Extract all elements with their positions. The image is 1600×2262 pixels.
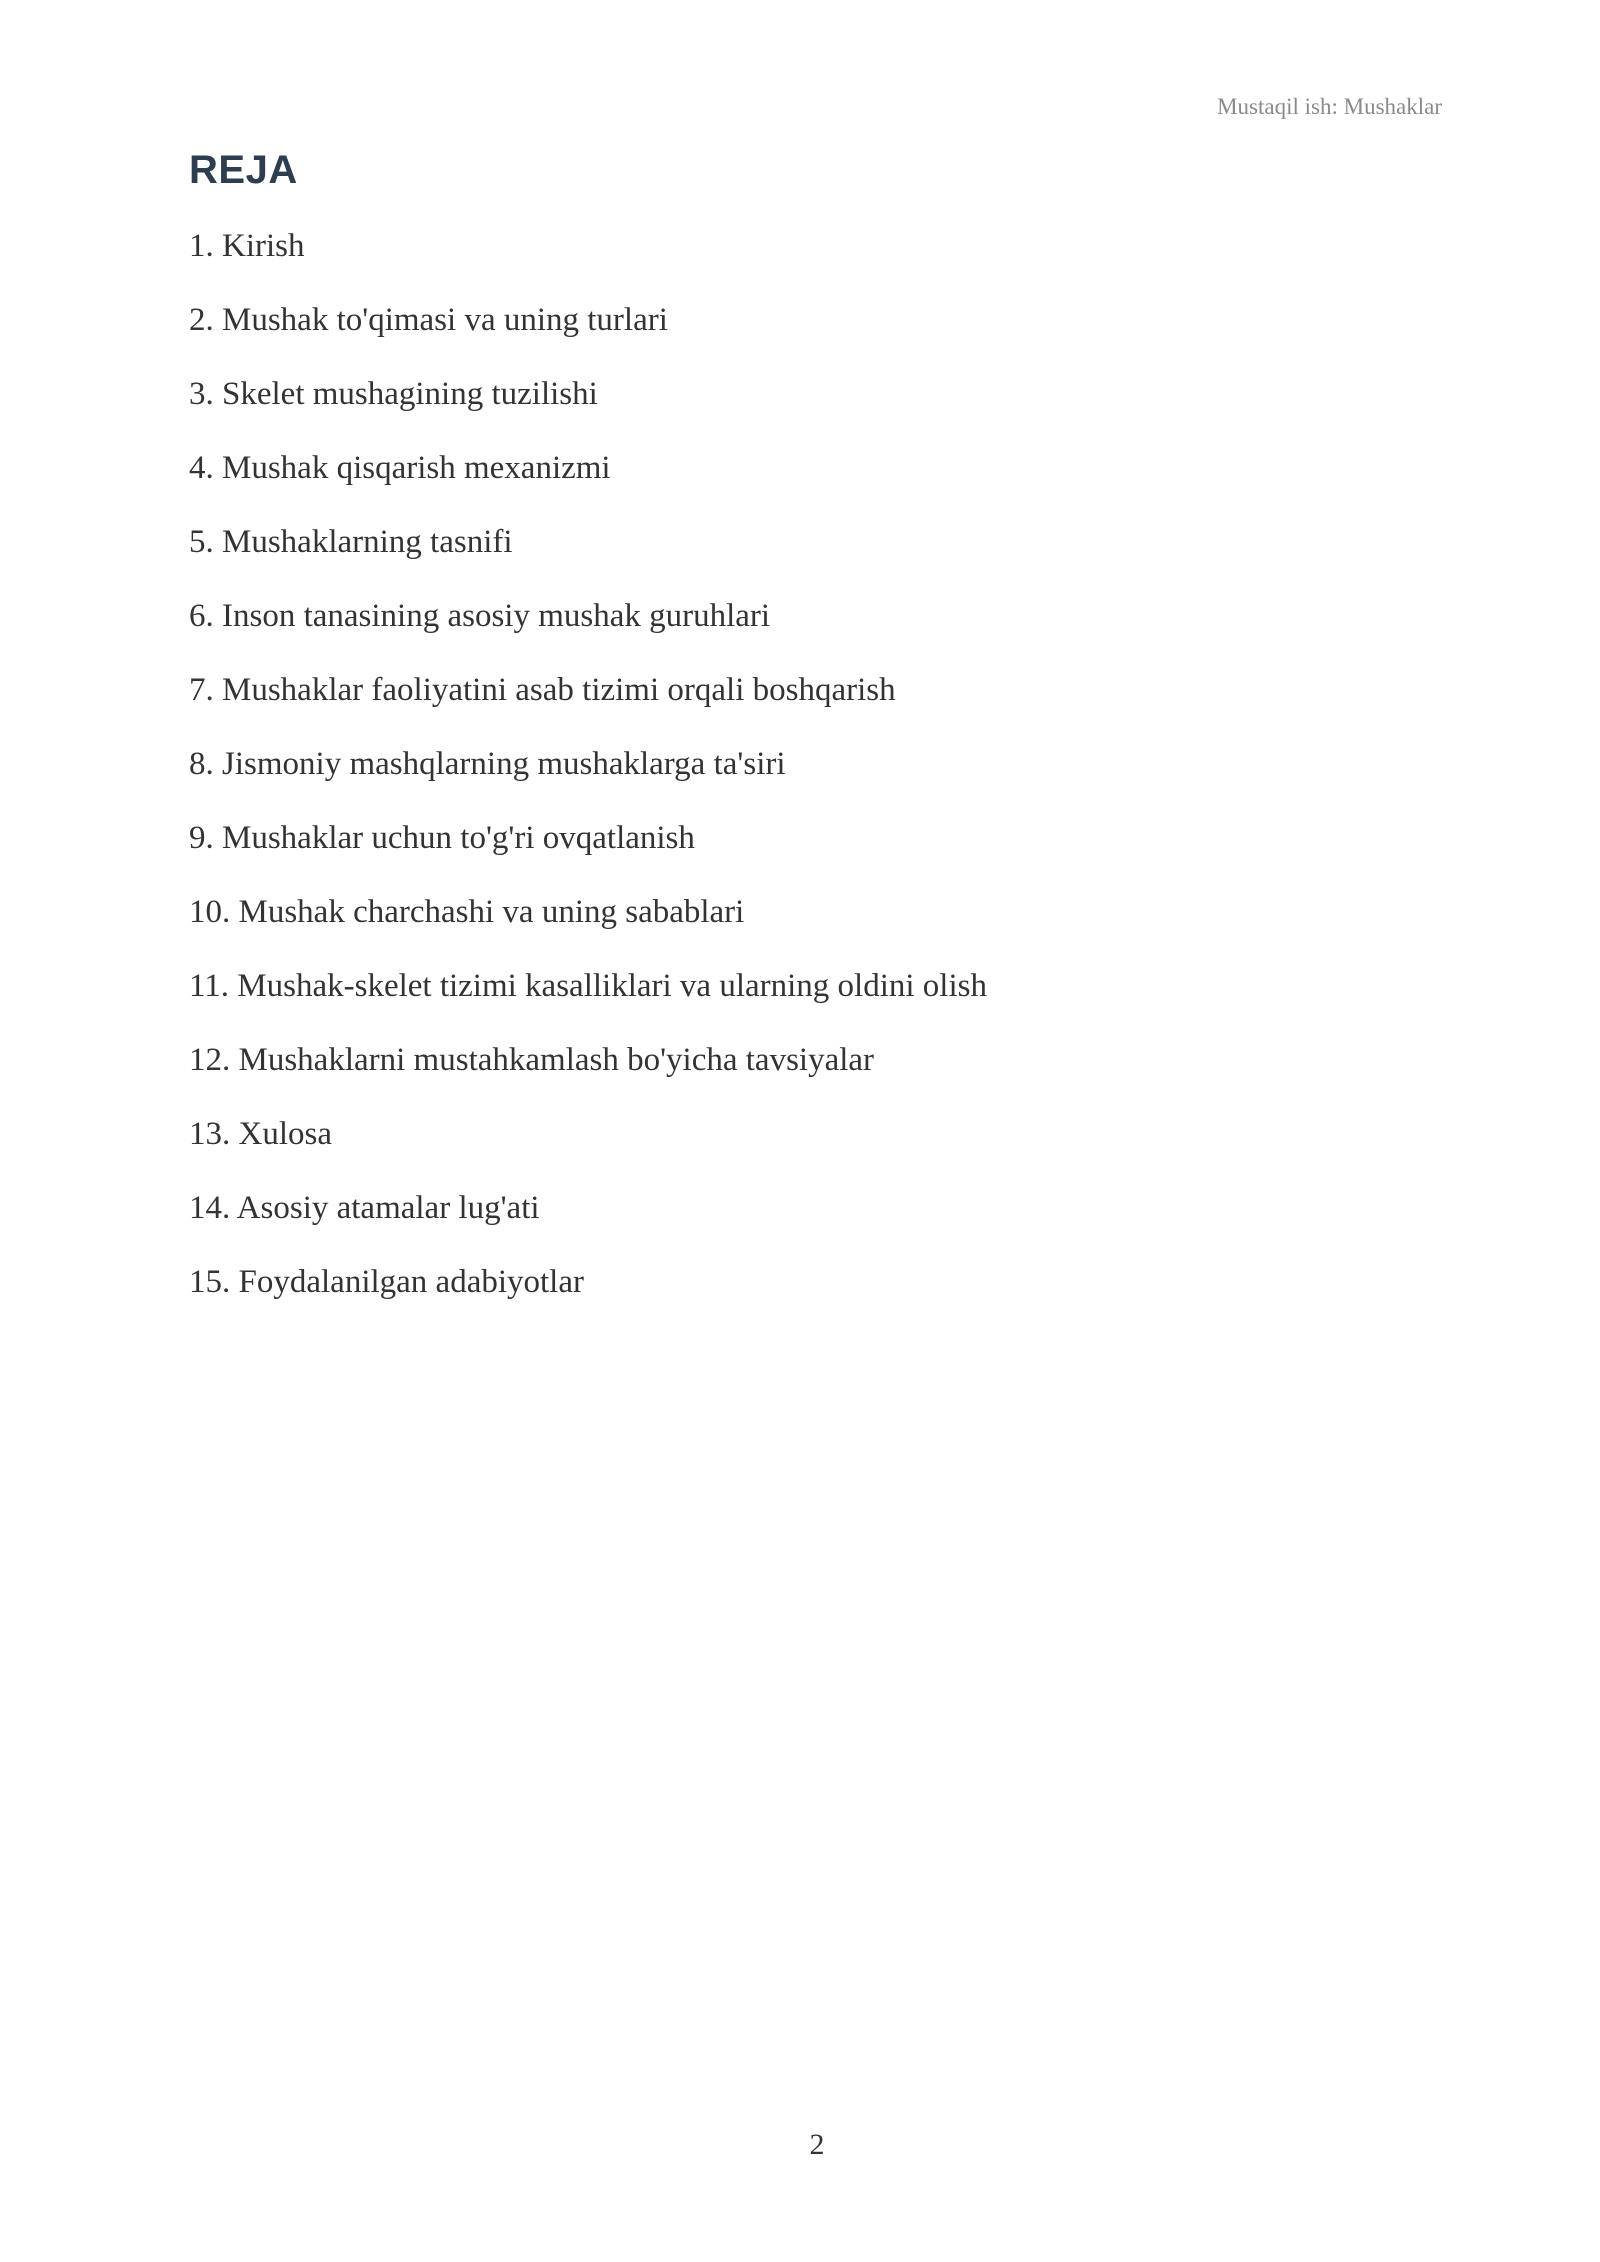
plan-title: REJA [189,148,298,192]
plan-item: 4. Mushak qisqarish mexanizmi [189,450,611,486]
plan-item: 9. Mushaklar uchun to'g'ri ovqatlanish [189,820,695,856]
plan-item: 1. Kirish [189,228,305,264]
plan-item: 14. Asosiy atamalar lug'ati [189,1190,540,1226]
plan-item: 13. Xulosa [189,1116,332,1152]
plan-item: 10. Mushak charchashi va uning sabablari [189,894,745,930]
running-header: Mustaqil ish: Mushaklar [1217,94,1442,119]
plan-item: 2. Mushak to'qimasi va uning turlari [189,302,668,338]
plan-item: 5. Mushaklarning tasnifi [189,524,513,560]
plan-item: 8. Jismoniy mashqlarning mushaklarga ta'siri [189,746,786,782]
plan-item: 11. Mushak-skelet tizimi kasalliklari va ularning oldini olish [189,968,987,1004]
plan-list [189,224,987,1334]
plan-item: 3. Skelet mushagining tuzilishi [189,376,598,412]
plan-item: 12. Mushaklarni mustahkamlash bo'yicha tavsiyalar [189,1042,875,1078]
plan-item: 15. Foydalanilgan adabiyotlar [189,1264,584,1300]
plan-item: 6. Inson tanasining asosiy mushak guruhlari [189,598,771,634]
plan-item: 7. Mushaklar faoliyatini asab tizimi orqali boshqarish [189,672,896,708]
page-number: 2 [809,2128,825,2161]
